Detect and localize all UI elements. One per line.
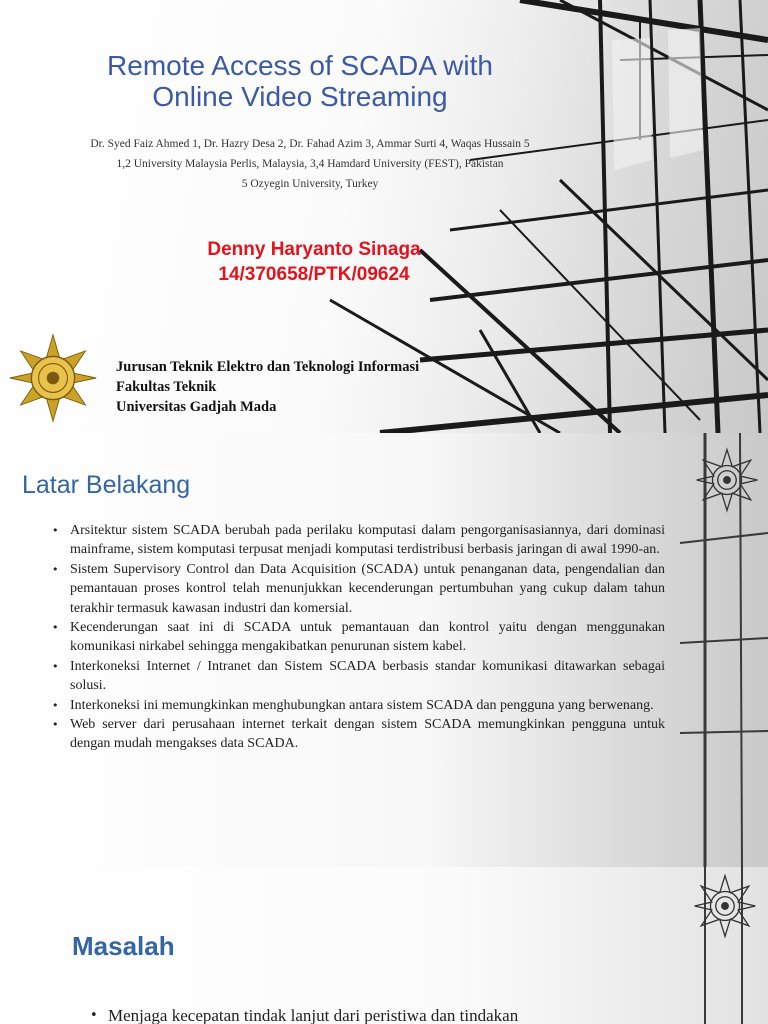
title-line-1: Remote Access of SCADA with (107, 50, 493, 81)
slide-title: Masalah (72, 931, 175, 961)
bullet-item: • Menjaga kecepatan tindak lanjut dari peristiwa dan tindakan (90, 1005, 750, 1024)
bullet-item: • Arsitektur sistem SCADA berubah pada perilaku komputasi dalam pengorganisasiannya, dari dominasi mainframe, sistem komputasi terpusat menjadi komputasi terdistribusi berbasis jaringan di awal 1990-an. (52, 521, 665, 560)
bullet-item: • Kecenderungan saat ini di SCADA untuk pemantauan dan kontrol yaitu dengan menggunakan komunikasi nirkabel sehingga mengakibatkan penurunan sistem kabel. (52, 618, 665, 657)
presenter-block (0, 237, 628, 287)
background-bullet-list (52, 521, 665, 754)
slide-title: Latar Belakang (22, 471, 191, 499)
institution-university: Universitas Gadjah Mada (116, 399, 277, 415)
problem-slide (0, 867, 768, 1024)
bullet-item: • Interkoneksi ini memungkinkan menghubungkan antara sistem SCADA dan pengguna yang berwenang. (52, 696, 665, 715)
bullet-item: • Interkoneksi Internet / Intranet dan Sistem SCADA berbasis standar komunikasi ditawarkan sebagai solusi. (52, 657, 665, 696)
presenter-name: Denny Haryanto Sinaga (207, 239, 421, 260)
presentation-title (20, 50, 580, 112)
institution-block (116, 357, 419, 417)
authors-line: Dr. Syed Faiz Ahmed 1, Dr. Hazry Desa 2, Dr. Fahad Azim 3, Ammar Surti 4, Waqas Hussain 5 (90, 138, 530, 150)
bullet-item: • Web server dari perusahaan internet terkait dengan sistem SCADA memungkinkan pengguna untuk dengan mudah mengakses data SCADA. (52, 715, 665, 754)
background-slide (0, 433, 768, 867)
affiliation-line-1: 1,2 University Malaysia Perlis, Malaysia, 3,4 Hamdard University (FEST), Pakistan (116, 158, 504, 170)
title-slide (0, 0, 768, 433)
bullet-item: • Sistem Supervisory Control dan Data Acquisition (SCADA) untuk penanganan data, pengendalian dan pemantauan proses kontrol telah menunjukkan kecenderungan pertumbuhan yang cukup dalam tahun terakhir termasuk kawasan industri dan komersial. (52, 560, 665, 618)
institution-faculty: Fakultas Teknik (116, 379, 217, 395)
affiliation-line-2: 5 Ozyegin University, Turkey (241, 178, 379, 190)
author-block (20, 134, 600, 194)
title-line-2: Online Video Streaming (152, 81, 448, 112)
ugm-seal-small-icon (692, 873, 758, 939)
ugm-seal-logo (8, 333, 98, 423)
problem-bullet-list (90, 1005, 750, 1024)
presenter-id: 14/370658/PTK/09624 (218, 264, 410, 285)
institution-department: Jurusan Teknik Elektro dan Teknologi Informasi (116, 359, 420, 375)
ugm-seal-small-icon (694, 447, 760, 513)
